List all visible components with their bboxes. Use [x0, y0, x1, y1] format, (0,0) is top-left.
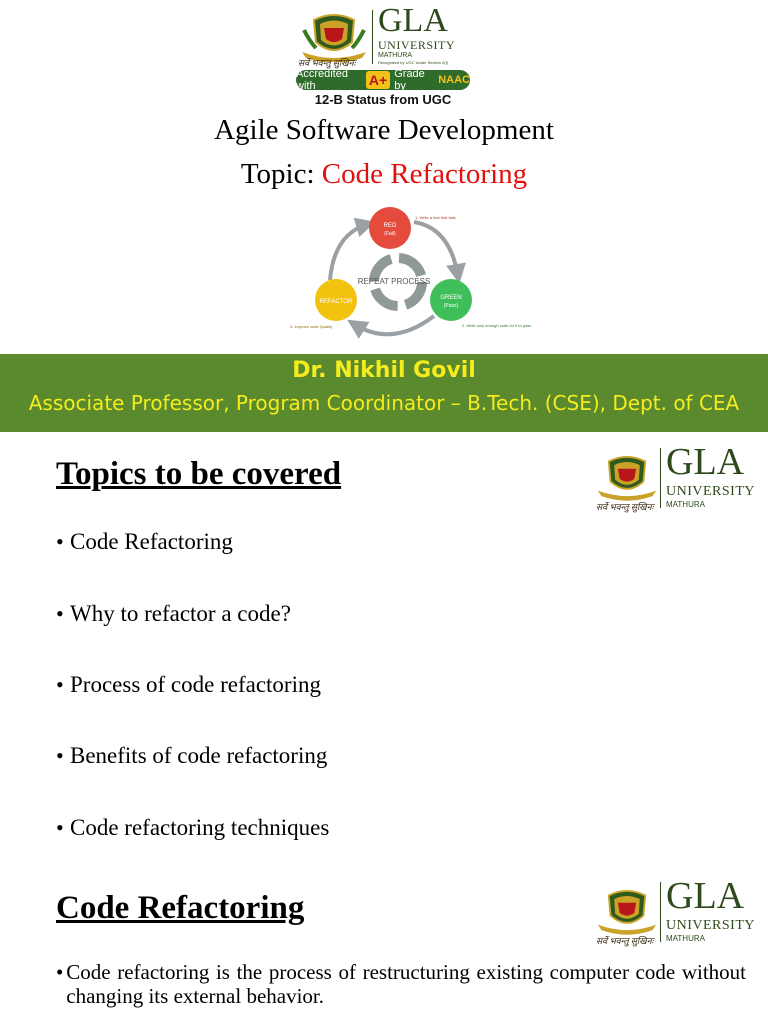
topics-heading: Topics to be covered — [56, 456, 342, 492]
logo-divider — [372, 10, 373, 64]
city-label: MATHURA — [666, 934, 705, 943]
hindi-motto: सर्वे भवन्तु सुखिनः — [596, 502, 654, 512]
topic-line — [0, 158, 768, 191]
topic-bullet-text: Benefits of code refactoring — [70, 743, 328, 768]
code-refactoring-heading: Code Refactoring — [56, 890, 305, 926]
topic-bullet-text: Process of code refactoring — [70, 672, 321, 697]
red-label: RED — [383, 223, 397, 229]
ugc-status: 12-B Status from UGC — [314, 92, 452, 107]
definition-bullet: • Code refactoring is the process of restructuring existing computer code without changing its external behavior. — [56, 960, 746, 1008]
topic-bullet-text: Code Refactoring — [70, 529, 233, 554]
refactoring-cycle-diagram — [282, 200, 542, 348]
topic-bullet: • Process of code refactoring — [56, 672, 321, 697]
definition-text: Code refactoring is the process of restructuring existing computer code without changing its external behavior. — [66, 960, 746, 1008]
topic-bullet-text: Why to refactor a code? — [70, 601, 291, 626]
presenter-name: Dr. Nikhil Govil — [292, 358, 476, 383]
gla-wordmark: GLA — [666, 441, 745, 483]
naac-grade: A+ — [366, 71, 390, 89]
refactor-label: REFACTOR — [319, 299, 353, 305]
arrow-refactor-to-red — [330, 224, 368, 280]
gla-wordmark: GLA — [666, 875, 745, 917]
topic-bullet: • Code Refactoring — [56, 529, 233, 554]
refactor-note: 3. Improve code Quality — [290, 324, 333, 329]
presenter-role: Associate Professor, Program Coordinator – B.Tech. (CSE), Dept. of CEA — [28, 391, 740, 415]
topic-bullet: • Why to refactor a code? — [56, 601, 291, 626]
city-label: MATHURA — [666, 500, 705, 509]
university-wordmark: UNIVERSITY — [666, 918, 755, 933]
topic-bullet-text: Code refactoring techniques — [70, 815, 330, 840]
presenter-band — [0, 354, 768, 432]
gla-university-logo — [292, 2, 474, 110]
green-sub: (Pass) — [443, 303, 459, 309]
course-title: Agile Software Development — [214, 114, 554, 146]
university-crest-icon — [300, 12, 368, 62]
naac-body: NAAC — [438, 74, 470, 86]
red-note: 1. Write a test that fails — [415, 215, 456, 220]
university-wordmark: UNIVERSITY — [378, 38, 455, 52]
topic-bullet: • Benefits of code refactoring — [56, 743, 328, 768]
logo-divider — [660, 448, 661, 508]
gla-side-logo — [596, 441, 755, 514]
hindi-motto: सर्वे भवन्तु सुखिनः — [596, 936, 654, 946]
recognition-label: Recognised by UGC Under Section 2(f) — [378, 60, 449, 65]
arrow-green-to-refactor — [354, 316, 434, 334]
gla-side-logo — [596, 875, 755, 948]
naac-accreditation-badge — [296, 70, 470, 90]
university-wordmark: UNIVERSITY — [666, 484, 755, 499]
university-crest-icon — [596, 452, 658, 502]
topic-prefix: Topic: — [240, 158, 322, 190]
university-crest-icon — [596, 886, 658, 936]
city-label: MATHURA — [378, 52, 413, 59]
hindi-motto: सर्वे भवन्तु सुखिनः — [298, 58, 356, 68]
naac-prefix: Accredited with — [296, 68, 348, 92]
green-label: GREEN — [440, 295, 462, 301]
naac-suffix: Grade by — [394, 68, 425, 92]
topic-name: Code Refactoring — [321, 158, 528, 190]
gla-wordmark: GLA — [378, 2, 448, 39]
green-note: 2. Write only enough code for it to pass — [462, 323, 532, 328]
logo-divider — [660, 882, 661, 942]
topic-bullet: • Code refactoring techniques — [56, 815, 330, 840]
center-label: REPEAT PROCESS — [357, 277, 431, 286]
red-sub: (Fail) — [384, 231, 396, 237]
